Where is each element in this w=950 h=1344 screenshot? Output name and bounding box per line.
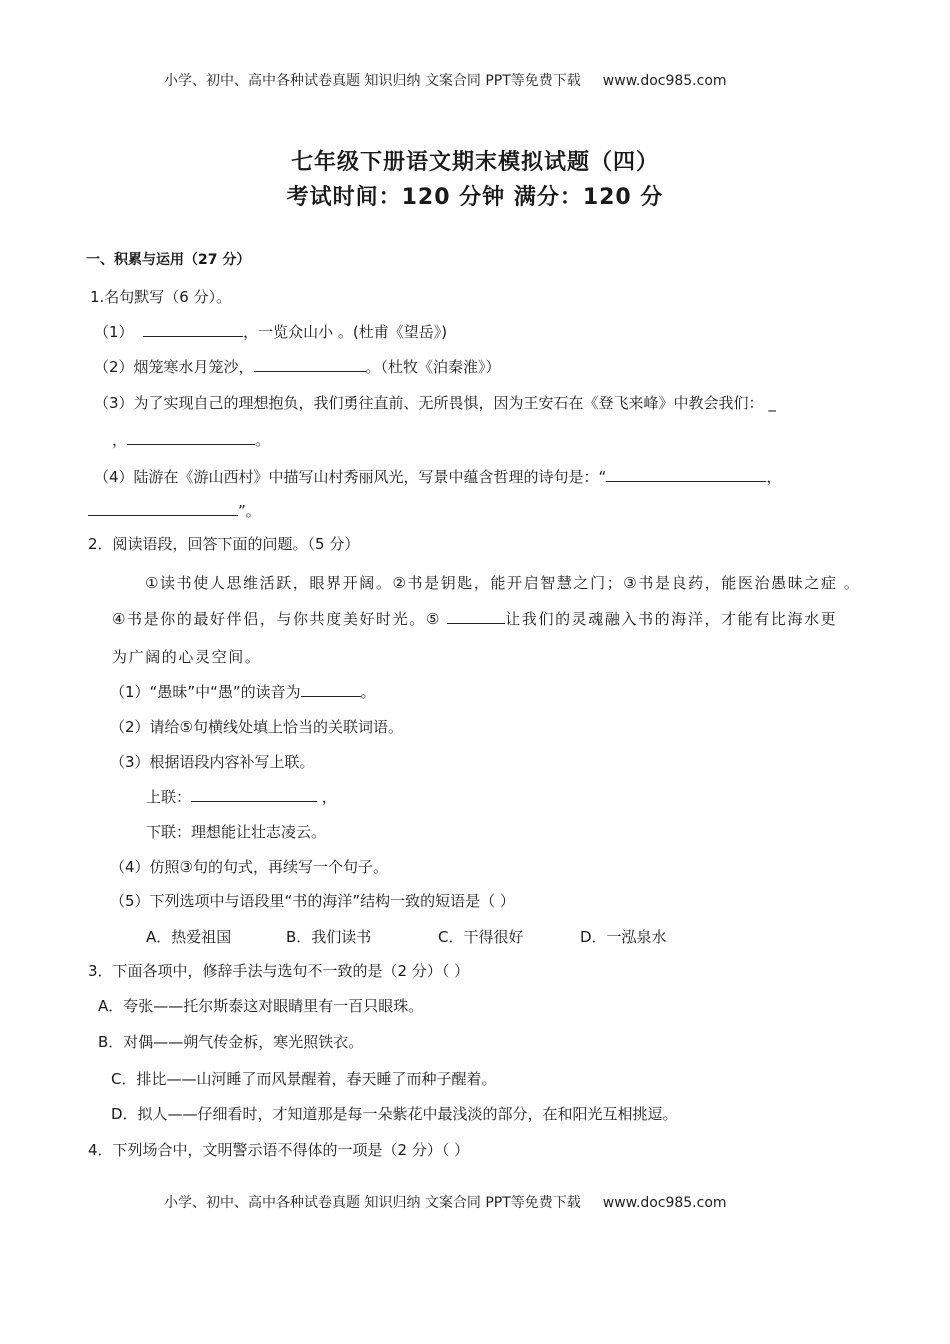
question-1-stem: 1.名句默写（6 分）。 xyxy=(90,288,232,306)
question-2-sub-2: （2）请给⑤句横线处填上恰当的关联词语。 xyxy=(110,718,403,736)
answer-blank[interactable] xyxy=(143,322,243,337)
item-text-tail: _ xyxy=(768,394,776,412)
couplet-lower: 下联：理想能让壮志凌云。 xyxy=(146,823,327,841)
option-b[interactable]: B．对偶——朔气传金柝，寒光照铁衣。 xyxy=(98,1033,364,1051)
question-1-item-4 xyxy=(94,466,781,487)
question-4-stem: 4．下列场合中，文明警示语不得体的一项是（2 分）（ ） xyxy=(88,1141,470,1159)
question-1-item-1 xyxy=(94,321,447,342)
answer-blank[interactable] xyxy=(301,682,361,697)
item-text: （4）陆游在《游山西村》中描写山村秀丽风光，写景中蕴含哲理的诗句是：“ xyxy=(94,468,607,486)
option-c[interactable]: C．排比——山河睡了而风景醒着，春天睡了而种子醒着。 xyxy=(111,1070,497,1088)
question-1-item-4-cont xyxy=(88,500,261,521)
item-text: ， xyxy=(766,468,782,486)
header-site-link[interactable]: www.doc985.com xyxy=(602,73,727,89)
exam-title: 七年级下册语文期末模拟试题（四） xyxy=(290,150,659,175)
item-text: ， xyxy=(317,788,337,806)
item-text: （2）烟笼寒水月笼沙， xyxy=(94,358,254,376)
passage-line-2 xyxy=(112,608,837,629)
question-1-item-3-cont xyxy=(112,429,270,450)
item-text: 。（杜牧《泊秦淮》） xyxy=(365,358,501,376)
answer-blank[interactable] xyxy=(127,430,255,445)
passage-line-3: 为广阔的心灵空间。 xyxy=(112,648,262,666)
item-text: 上联： xyxy=(146,788,192,806)
question-2-sub-4: （4）仿照③句的句式，再续写一个句子。 xyxy=(110,858,388,876)
footer-site-link[interactable]: www.doc985.com xyxy=(602,1195,727,1211)
option-c[interactable]: C．干得很好 xyxy=(438,928,524,946)
answer-blank[interactable] xyxy=(191,787,317,802)
couplet-upper xyxy=(146,786,337,807)
passage-text: 让我们的灵魂融入书的海洋，才能有比海水更 xyxy=(505,610,838,628)
item-text: （3）为了实现自己的理想抱负，我们勇往直前、无所畏惧，因为王安石在《登飞来峰》中教会我们： xyxy=(94,394,764,412)
question-2-sub-1 xyxy=(110,681,376,702)
section-heading: 一、积累与运用（27 分） xyxy=(86,252,251,268)
page-footer xyxy=(164,1192,727,1212)
option-a[interactable]: A．热爱祖国 xyxy=(146,928,232,946)
answer-blank[interactable] xyxy=(88,501,238,516)
answer-blank[interactable] xyxy=(606,467,766,482)
passage-text: ④书是你的最好伴侣，与你共度美好时光。⑤ xyxy=(112,610,448,628)
answer-blank[interactable] xyxy=(447,609,505,624)
passage-line-1: ①读书使人思维活跃，眼界开阔。②书是钥匙，能开启智慧之门；③书是良药，能医治愚昧之症 。 xyxy=(145,574,861,592)
question-1-item-2 xyxy=(94,356,501,377)
option-d[interactable]: D．拟人——仔细看时，才知道那是每一朵紫花中最浅淡的部分，在和阳光互相挑逗。 xyxy=(111,1105,678,1123)
item-text: 。 xyxy=(255,431,271,449)
answer-blank[interactable] xyxy=(254,357,366,372)
item-text: （1）“愚昧”中“愚”的读音为 xyxy=(110,683,301,701)
footer-text: 小学、初中、高中各种试卷真题 知识归纳 文案合同 PPT等免费下载 xyxy=(164,1195,581,1211)
header-text: 小学、初中、高中各种试卷真题 知识归纳 文案合同 PPT等免费下载 xyxy=(164,73,581,89)
item-text: 。 xyxy=(360,683,376,701)
option-b[interactable]: B．我们读书 xyxy=(286,928,372,946)
item-text: ，一览众山小 。(杜甫《望岳》) xyxy=(243,323,448,341)
option-a[interactable]: A．夸张——托尔斯泰这对眼睛里有一百只眼珠。 xyxy=(98,997,424,1015)
option-d[interactable]: D．一泓泉水 xyxy=(580,928,667,946)
page-header xyxy=(164,70,727,90)
item-label: （1） xyxy=(94,323,134,341)
question-2-sub-5: （5）下列选项中与语段里“书的海洋”结构一致的短语是（ ） xyxy=(110,892,515,910)
question-1-item-3 xyxy=(94,392,776,413)
item-text: ”。 xyxy=(238,502,261,520)
question-2-sub-3: （3）根据语段内容补写上联。 xyxy=(110,753,315,771)
item-text: ， xyxy=(112,431,128,449)
question-3-stem: 3．下面各项中，修辞手法与选句不一致的是（2 分）（ ） xyxy=(88,962,470,980)
exam-subtitle: 考试时间：120 分钟 满分：120 分 xyxy=(286,185,664,210)
question-2-stem: 2．阅读语段，回答下面的问题。（5 分） xyxy=(88,535,360,553)
